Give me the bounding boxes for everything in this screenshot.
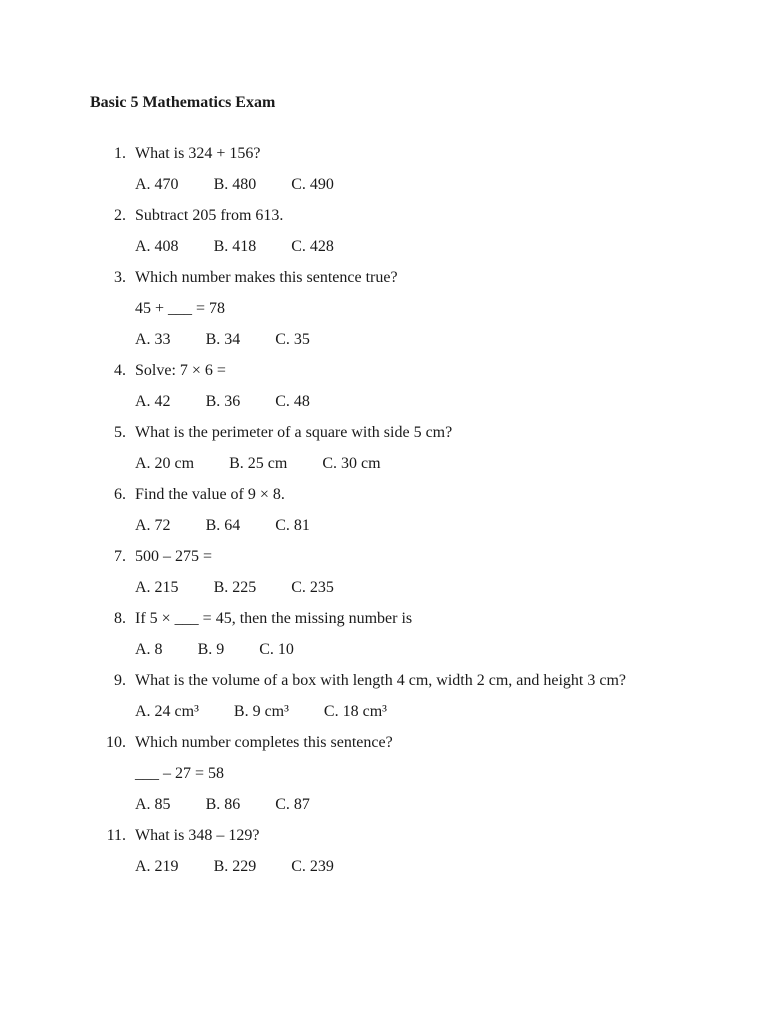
answer-option: B. 9 — [197, 641, 225, 658]
answer-options — [135, 856, 334, 878]
answer-option: C. 48 — [275, 393, 310, 410]
question-number: 10. — [106, 734, 126, 751]
question-number: 6. — [114, 486, 126, 503]
question-text: Subtract 205 from 613. — [135, 207, 284, 224]
question-number: 4. — [114, 362, 126, 379]
answer-option: A. 42 — [135, 393, 171, 410]
answer-option: C. 10 — [259, 641, 294, 658]
answer-options-row — [0, 856, 768, 887]
answer-options-row — [0, 236, 768, 267]
question-item — [0, 670, 768, 701]
question-item — [0, 143, 768, 174]
question-text: If 5 × ___ = 45, then the missing number is — [135, 610, 413, 627]
question-number: 7. — [114, 548, 126, 565]
answer-options — [135, 236, 334, 258]
question-text: Find the value of 9 × 8. — [135, 486, 285, 503]
answer-options — [135, 794, 310, 816]
answer-option: B. 225 — [213, 579, 257, 596]
question-number: 1. — [114, 145, 126, 162]
answer-option: B. 86 — [205, 796, 241, 813]
answer-option: A. 8 — [135, 641, 163, 658]
question-text: What is 324 + 156? — [135, 145, 261, 162]
answer-options — [135, 453, 381, 475]
answer-option: A. 85 — [135, 796, 171, 813]
answer-option: B. 229 — [213, 858, 257, 875]
question-text: What is the volume of a box with length 4 cm, width 2 cm, and height 3 cm? — [135, 672, 627, 689]
answer-options-row — [0, 329, 768, 360]
question-text: Which number completes this sentence? — [135, 734, 393, 751]
answer-options-row — [0, 639, 768, 670]
question-number: 11. — [106, 827, 126, 844]
question-equation: ___ – 27 = 58 — [135, 765, 225, 782]
question-text: 500 – 275 = — [135, 548, 213, 565]
question-number: 8. — [114, 610, 126, 627]
answer-options — [135, 329, 310, 351]
question-equation-row — [0, 298, 768, 329]
answer-option: A. 24 cm³ — [135, 703, 199, 720]
answer-options-row — [0, 515, 768, 546]
question-text: What is 348 – 129? — [135, 827, 260, 844]
question-item — [0, 825, 768, 856]
answer-option: C. 239 — [291, 858, 334, 875]
answer-options — [135, 515, 310, 537]
answer-options — [135, 174, 334, 196]
question-item — [0, 484, 768, 515]
answer-option: A. 33 — [135, 331, 171, 348]
answer-options-row — [0, 391, 768, 422]
answer-options-row — [0, 701, 768, 732]
question-text: Which number makes this sentence true? — [135, 269, 398, 286]
answer-option: A. 219 — [135, 858, 179, 875]
answer-options-row — [0, 577, 768, 608]
page-title: Basic 5 Mathematics Exam — [90, 94, 276, 111]
answer-options — [135, 639, 294, 661]
question-number: 3. — [114, 269, 126, 286]
question-item — [0, 267, 768, 298]
question-item — [0, 732, 768, 763]
answer-option: C. 490 — [291, 176, 334, 193]
answer-option: C. 428 — [291, 238, 334, 255]
answer-option: C. 18 cm³ — [323, 703, 387, 720]
question-number: 2. — [114, 207, 126, 224]
question-text: What is the perimeter of a square with side 5 cm? — [135, 424, 453, 441]
question-equation-row — [0, 763, 768, 794]
answer-option: C. 235 — [291, 579, 334, 596]
answer-option: B. 25 cm — [229, 455, 288, 472]
answer-options — [135, 701, 387, 723]
question-item — [0, 546, 768, 577]
question-item — [0, 205, 768, 236]
question-item — [0, 360, 768, 391]
question-item — [0, 608, 768, 639]
question-item — [0, 422, 768, 453]
answer-option: B. 36 — [205, 393, 241, 410]
answer-option: B. 64 — [205, 517, 241, 534]
answer-option: A. 72 — [135, 517, 171, 534]
answer-options-row — [0, 794, 768, 825]
answer-option: A. 20 cm — [135, 455, 195, 472]
answer-options — [135, 391, 310, 413]
answer-options — [135, 577, 334, 599]
answer-option: B. 34 — [205, 331, 241, 348]
answer-options-row — [0, 453, 768, 484]
answer-option: B. 480 — [213, 176, 257, 193]
answer-option: A. 215 — [135, 579, 179, 596]
question-list — [0, 143, 768, 887]
answer-option: C. 81 — [275, 517, 310, 534]
question-number: 5. — [114, 424, 126, 441]
answer-option: B. 9 cm³ — [233, 703, 289, 720]
question-number: 9. — [114, 672, 126, 689]
question-equation: 45 + ___ = 78 — [135, 300, 226, 317]
answer-option: B. 418 — [213, 238, 257, 255]
question-text: Solve: 7 × 6 = — [135, 362, 226, 379]
answer-option: A. 470 — [135, 176, 179, 193]
answer-option: C. 30 cm — [322, 455, 381, 472]
answer-option: C. 35 — [275, 331, 310, 348]
answer-options-row — [0, 174, 768, 205]
answer-option: A. 408 — [135, 238, 179, 255]
answer-option: C. 87 — [275, 796, 310, 813]
